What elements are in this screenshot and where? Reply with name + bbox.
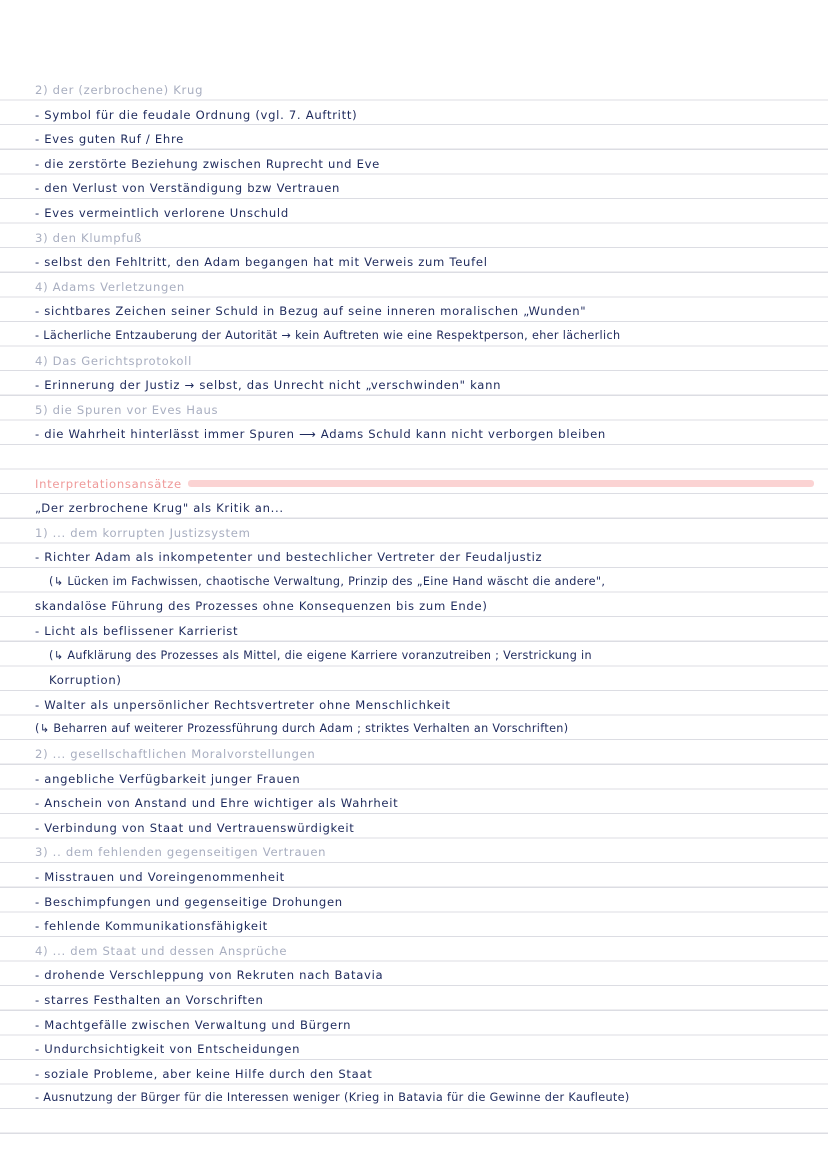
note-line: - Undurchsichtigkeit von Entscheidungen [35,1042,301,1057]
note-line: - Ausnutzung der Bürger für die Interessen weniger (Krieg in Batavia für die Gewinne der Kaufleute) [35,1091,630,1105]
note-line: - die Wahrheit hinterlässt immer Spuren ⟶ Adams Schuld kann nicht verborgen bleiben [35,427,606,442]
note-line: - Beschimpfungen und gegenseitige Drohungen [35,894,343,909]
heading-spuren: 5) die Spuren vor Eves Haus [35,402,219,417]
note-line: „Der zerbrochene Krug" als Kritik an... [35,501,284,516]
note-line: skandalöse Führung des Prozesses ohne Konsequenzen bis zum Ende) [35,599,488,614]
heading-vertrauen: 3) .. dem fehlenden gegenseitigen Vertrauen [35,845,327,860]
note-line: - selbst den Fehltritt, den Adam begangen hat mit Verweis zum Teufel [35,255,488,270]
note-line: - fehlende Kommunikationsfähigkeit [35,919,268,934]
note-line: - die zerstörte Beziehung zwischen Ruprecht und Eve [35,156,380,171]
note-line: - drohende Verschleppung von Rekruten nach Batavia [35,968,384,983]
note-line: - Symbol für die feudale Ordnung (vgl. 7. Auftritt) [35,107,358,122]
note-line: - Eves vermeintlich verlorene Unschuld [35,205,289,220]
heading-krug: 2) der (zerbrochene) Krug [35,83,204,97]
note-line: - Eves guten Ruf / Ehre [35,132,184,147]
blank-line [0,447,828,472]
note-line: - soziale Probleme, aber keine Hilfe durch den Staat [35,1066,373,1081]
heading-gerichtsprotokoll: 4) Das Gerichtsprotokoll [35,353,192,368]
heading-klumpfuss: 3) den Klumpfuß [35,230,143,245]
notes-content [0,78,828,1111]
note-line: - starres Festhalten an Vorschriften [35,992,264,1007]
note-line: - Lächerliche Entzauberung der Autorität → kein Auftreten wie eine Respektperson, eher lächerlich [35,328,621,342]
heading-staat: 4) ... dem Staat und dessen Ansprüche [35,943,288,958]
note-line: (↳ Beharren auf weiterer Prozessführung durch Adam ; striktes Verhalten an Vorschriften) [35,722,569,736]
note-line: - Erinnerung der Justiz → selbst, das Unrecht nicht „verschwinden" kann [35,378,502,393]
note-line: - Machtgefälle zwischen Verwaltung und Bürgern [35,1017,352,1032]
note-line: - sichtbares Zeichen seiner Schuld in Bezug auf seine inneren moralischen „Wunden" [35,304,587,319]
section-title: Interpretationsansätze [35,476,182,491]
note-line: - den Verlust von Verständigung bzw Vertrauen [35,181,341,196]
note-line: - Misstrauen und Voreingenommenheit [35,870,285,884]
heading-moralvorstellungen: 2) ... gesellschaftlichen Moralvorstellungen [35,747,316,762]
heading-adams-verletzungen: 4) Adams Verletzungen [35,279,185,294]
highlight-bar [188,480,814,487]
note-line: Korruption) [49,673,122,688]
note-line: - Anschein von Anstand und Ehre wichtiger als Wahrheit [35,796,399,811]
note-line: - Walter als unpersönlicher Rechtsvertreter ohne Menschlichkeit [35,697,451,712]
note-line: (↳ Lücken im Fachwissen, chaotische Verwaltung, Prinzip des „Eine Hand wäscht die andere", [49,574,606,588]
note-line: - angebliche Verfügbarkeit junger Frauen [35,771,301,786]
note-line: (↳ Aufklärung des Prozesses als Mittel, die eigene Karriere voranzutreiben ; Verstrickung in [49,648,592,662]
note-line: - Licht als beflissener Karrierist [35,624,239,639]
note-line: - Richter Adam als inkompetenter und bestechlicher Vertreter der Feudaljustiz [35,550,543,565]
note-line: - Verbindung von Staat und Vertrauenswürdigkeit [35,820,355,835]
section-title-row [0,472,828,497]
heading-justizsystem: 1) ... dem korrupten Justizsystem [35,525,251,540]
